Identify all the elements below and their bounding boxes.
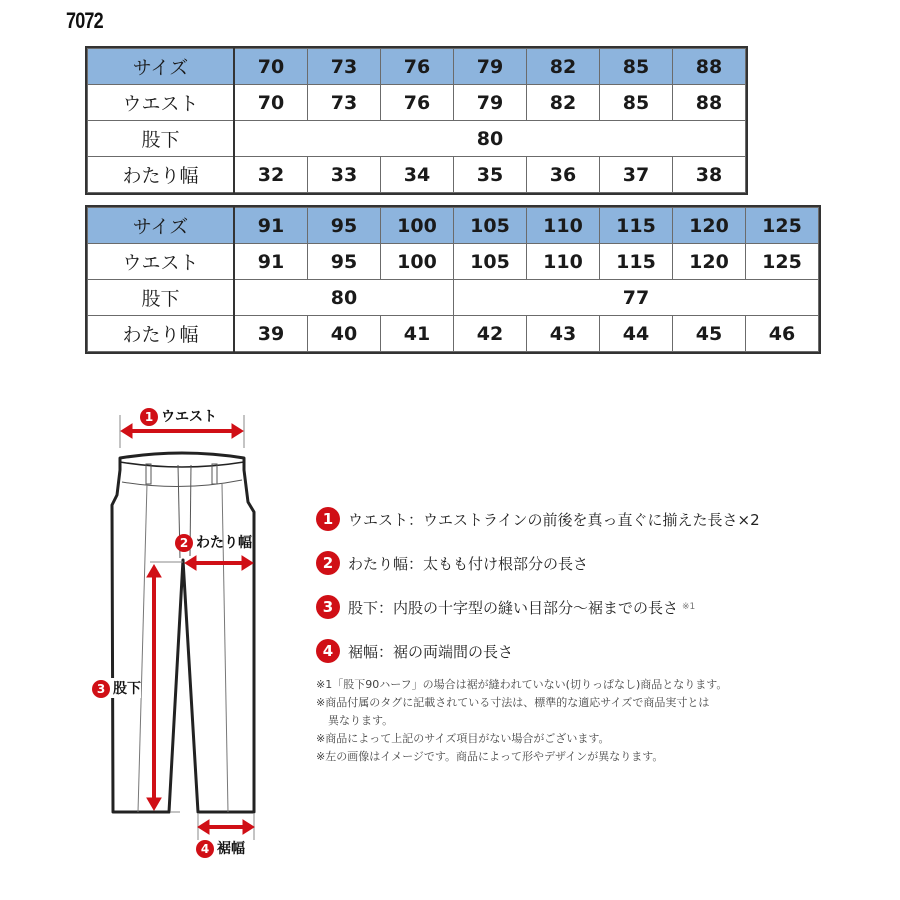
row-label: サイズ — [88, 208, 235, 244]
number-badge-icon: 1 — [316, 507, 340, 531]
cell: 85 — [600, 49, 673, 85]
number-badge-icon: 2 — [316, 551, 340, 575]
cell: 44 — [600, 316, 673, 352]
number-badge-icon: 4 — [196, 840, 214, 858]
row-label: わたり幅 — [88, 157, 235, 193]
merged-cell: 80 — [234, 121, 746, 157]
cell: 105 — [454, 208, 527, 244]
row-label: わたり幅 — [88, 316, 235, 352]
inseam-arrow-icon — [147, 565, 161, 810]
callout-thigh: 2 わたり幅 — [175, 532, 252, 552]
cell: 88 — [673, 49, 746, 85]
cell: 32 — [234, 157, 308, 193]
cell: 105 — [454, 244, 527, 280]
cell: 36 — [527, 157, 600, 193]
cell: 115 — [600, 244, 673, 280]
callout-hem: 4 裾幅 — [196, 838, 245, 858]
cell: 125 — [746, 244, 819, 280]
cell: 95 — [308, 244, 381, 280]
cell: 46 — [746, 316, 819, 352]
thigh-arrow-icon — [185, 556, 253, 570]
cell: 79 — [454, 49, 527, 85]
cell: 34 — [381, 157, 454, 193]
cell: 91 — [234, 244, 308, 280]
row-label: ウエスト — [88, 244, 235, 280]
cell: 73 — [308, 85, 381, 121]
cell: 91 — [234, 208, 308, 244]
number-badge-icon: 4 — [316, 639, 340, 663]
cell: 41 — [381, 316, 454, 352]
note: ※1「股下90ハーフ」の場合は裾が縫われていない(切りっぱなし)商品となります。 — [316, 678, 728, 691]
cell: 115 — [600, 208, 673, 244]
cell: 100 — [381, 208, 454, 244]
note: ※商品付属のタグに記載されている寸法は、標準的な適応サイズで商品実寸とは — [316, 696, 710, 709]
waist-arrow-icon — [121, 424, 243, 438]
cell: 73 — [308, 49, 381, 85]
cell: 125 — [746, 208, 819, 244]
legend-text: 股下：内股の十字型の縫い目部分〜裾までの長さ — [348, 598, 679, 617]
number-badge-icon: 2 — [175, 534, 193, 552]
cell: 35 — [454, 157, 527, 193]
merged-cell: 80 — [234, 280, 454, 316]
row-label: ウエスト — [88, 85, 235, 121]
number-badge-icon: 3 — [316, 595, 340, 619]
cell: 43 — [527, 316, 600, 352]
cell: 70 — [234, 49, 308, 85]
cell: 100 — [381, 244, 454, 280]
hem-arrow-icon — [198, 820, 254, 834]
measurement-legend — [316, 497, 760, 673]
row-label: 股下 — [88, 121, 235, 157]
cell: 82 — [527, 49, 600, 85]
note: ※商品によって上記のサイズ項目がない場合がございます。 — [316, 732, 610, 745]
cell: 45 — [673, 316, 746, 352]
pants-diagram — [0, 0, 300, 900]
cell: 79 — [454, 85, 527, 121]
cell: 120 — [673, 208, 746, 244]
cell: 37 — [600, 157, 673, 193]
legend-item-waist — [316, 497, 760, 541]
number-badge-icon: 1 — [140, 408, 158, 426]
row-label: サイズ — [88, 49, 235, 85]
cell: 40 — [308, 316, 381, 352]
callout-waist: 1 ウエスト — [140, 406, 217, 426]
cell: 95 — [308, 208, 381, 244]
note: 異なります。 — [328, 714, 394, 727]
cell: 70 — [234, 85, 308, 121]
legend-item-hem — [316, 629, 760, 673]
cell: 120 — [673, 244, 746, 280]
cell: 88 — [673, 85, 746, 121]
note: ※左の画像はイメージです。商品によって形やデザインが異なります。 — [316, 750, 664, 763]
cell: 33 — [308, 157, 381, 193]
cell: 38 — [673, 157, 746, 193]
cell: 76 — [381, 49, 454, 85]
legend-text: 裾幅：裾の両端間の長さ — [348, 642, 514, 661]
cell: 110 — [527, 244, 600, 280]
cell: 42 — [454, 316, 527, 352]
callout-inseam: 3 股下 — [92, 678, 141, 698]
number-badge-icon: 3 — [92, 680, 110, 698]
merged-cell: 77 — [454, 280, 819, 316]
cell: 39 — [234, 316, 308, 352]
legend-item-inseam — [316, 585, 760, 629]
footnote-mark: ※1 — [682, 602, 696, 612]
legend-text: わたり幅：太もも付け根部分の長さ — [348, 554, 589, 573]
cell: 85 — [600, 85, 673, 121]
cell: 82 — [527, 85, 600, 121]
row-label: 股下 — [88, 280, 235, 316]
footnotes — [316, 676, 727, 766]
legend-text: ウエスト：ウエストラインの前後を真っ直ぐに揃えた長さ×2 — [348, 510, 760, 529]
model-number: 7072 — [66, 8, 103, 33]
cell: 110 — [527, 208, 600, 244]
cell: 76 — [381, 85, 454, 121]
legend-item-thigh — [316, 541, 760, 585]
